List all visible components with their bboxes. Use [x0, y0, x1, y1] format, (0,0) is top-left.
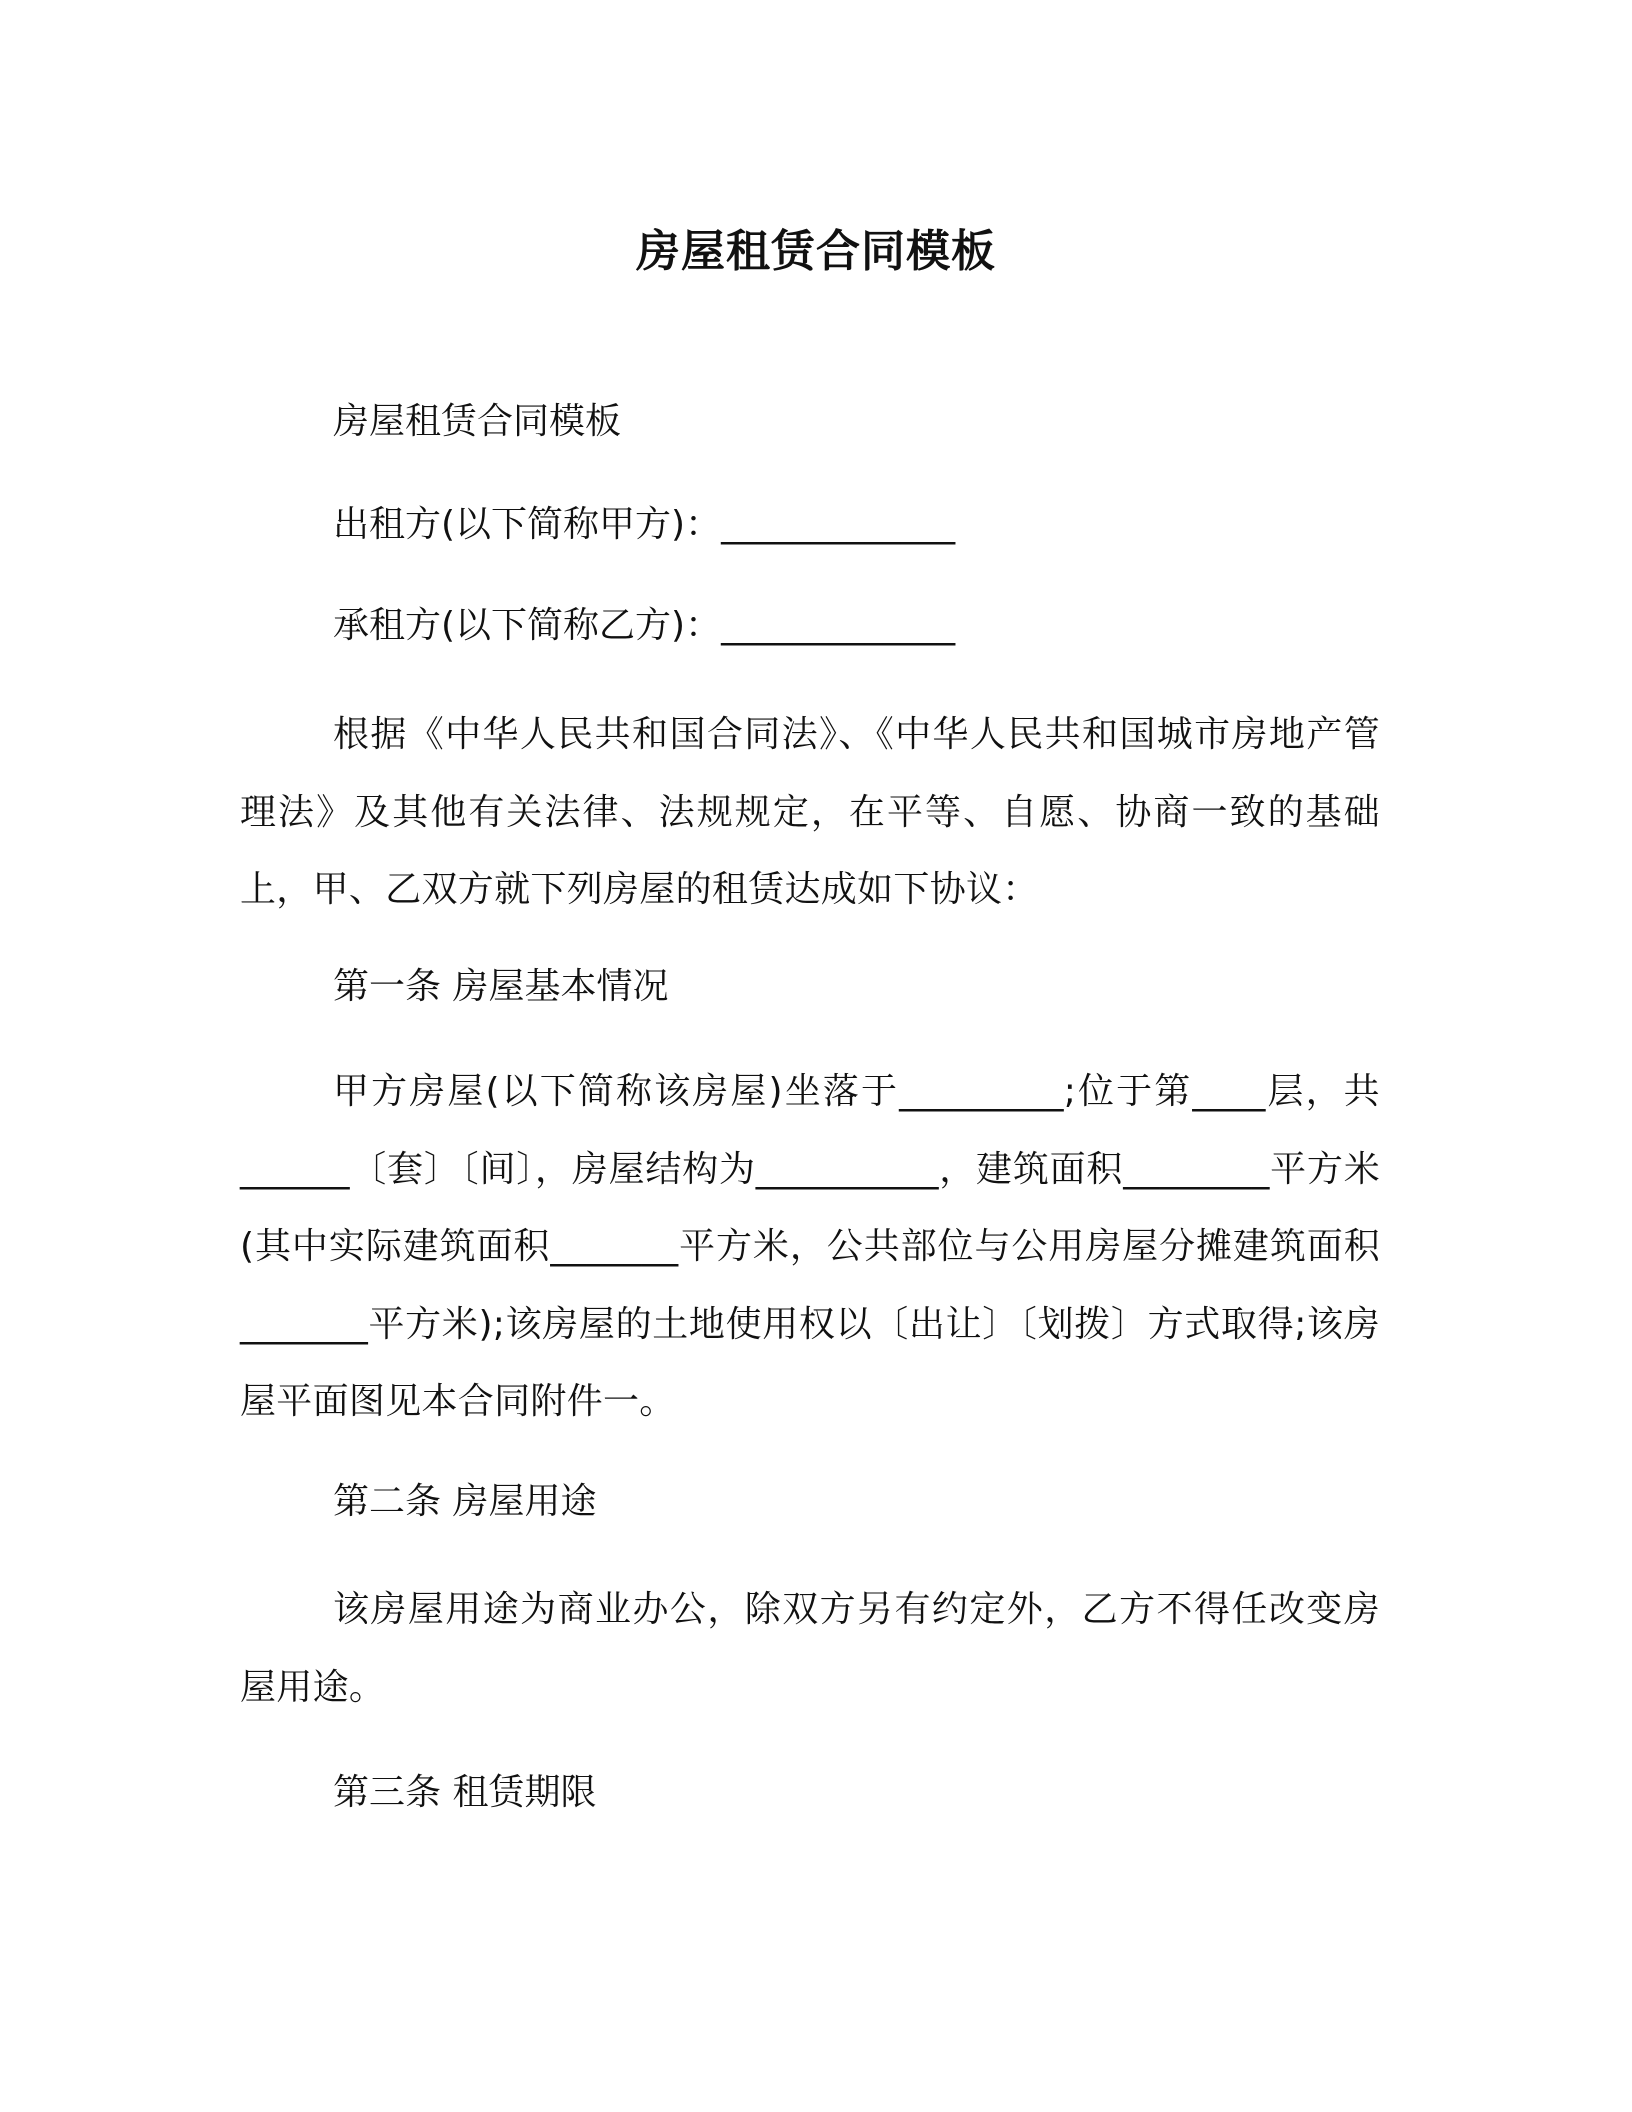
preamble-paragraph: 根据《中华人民共和国合同法》、《中华人民共和国城市房地产管理法》及其他有关法律、法规规定，在平等、自愿、协商一致的基础上，甲、乙双方就下列房屋的租赁达成如下协议：	[240, 714, 1380, 910]
article-1-body: 甲方房屋(以下简称该房屋)坐落于_________;位于第____层，共______〔套〕〔间〕，房屋结构为__________，建筑面积________平方米(其中实际建筑面积_______平方米，公共部位与公用房屋分摊建筑面积_______平方米);该房屋的土地使用权以〔出让〕〔划拨〕方式取得;该房屋平面图见本合同附件一。	[240, 1071, 1380, 1422]
document-subtitle: 房屋租赁合同模板	[333, 401, 622, 442]
document-title: 房屋租赁合同模板	[636, 226, 996, 277]
lessor-line: 出租方(以下简称甲方)：_____________	[333, 504, 956, 545]
article-1-heading: 第一条 房屋基本情况	[333, 966, 669, 1007]
article-2-heading: 第二条 房屋用途	[333, 1481, 597, 1522]
lessee-line: 承租方(以下简称乙方)：_____________	[333, 605, 956, 646]
article-2-body: 该房屋用途为商业办公，除双方另有约定外，乙方不得任改变房屋用途。	[240, 1589, 1380, 1708]
article-3-heading: 第三条 租赁期限	[333, 1772, 597, 1813]
